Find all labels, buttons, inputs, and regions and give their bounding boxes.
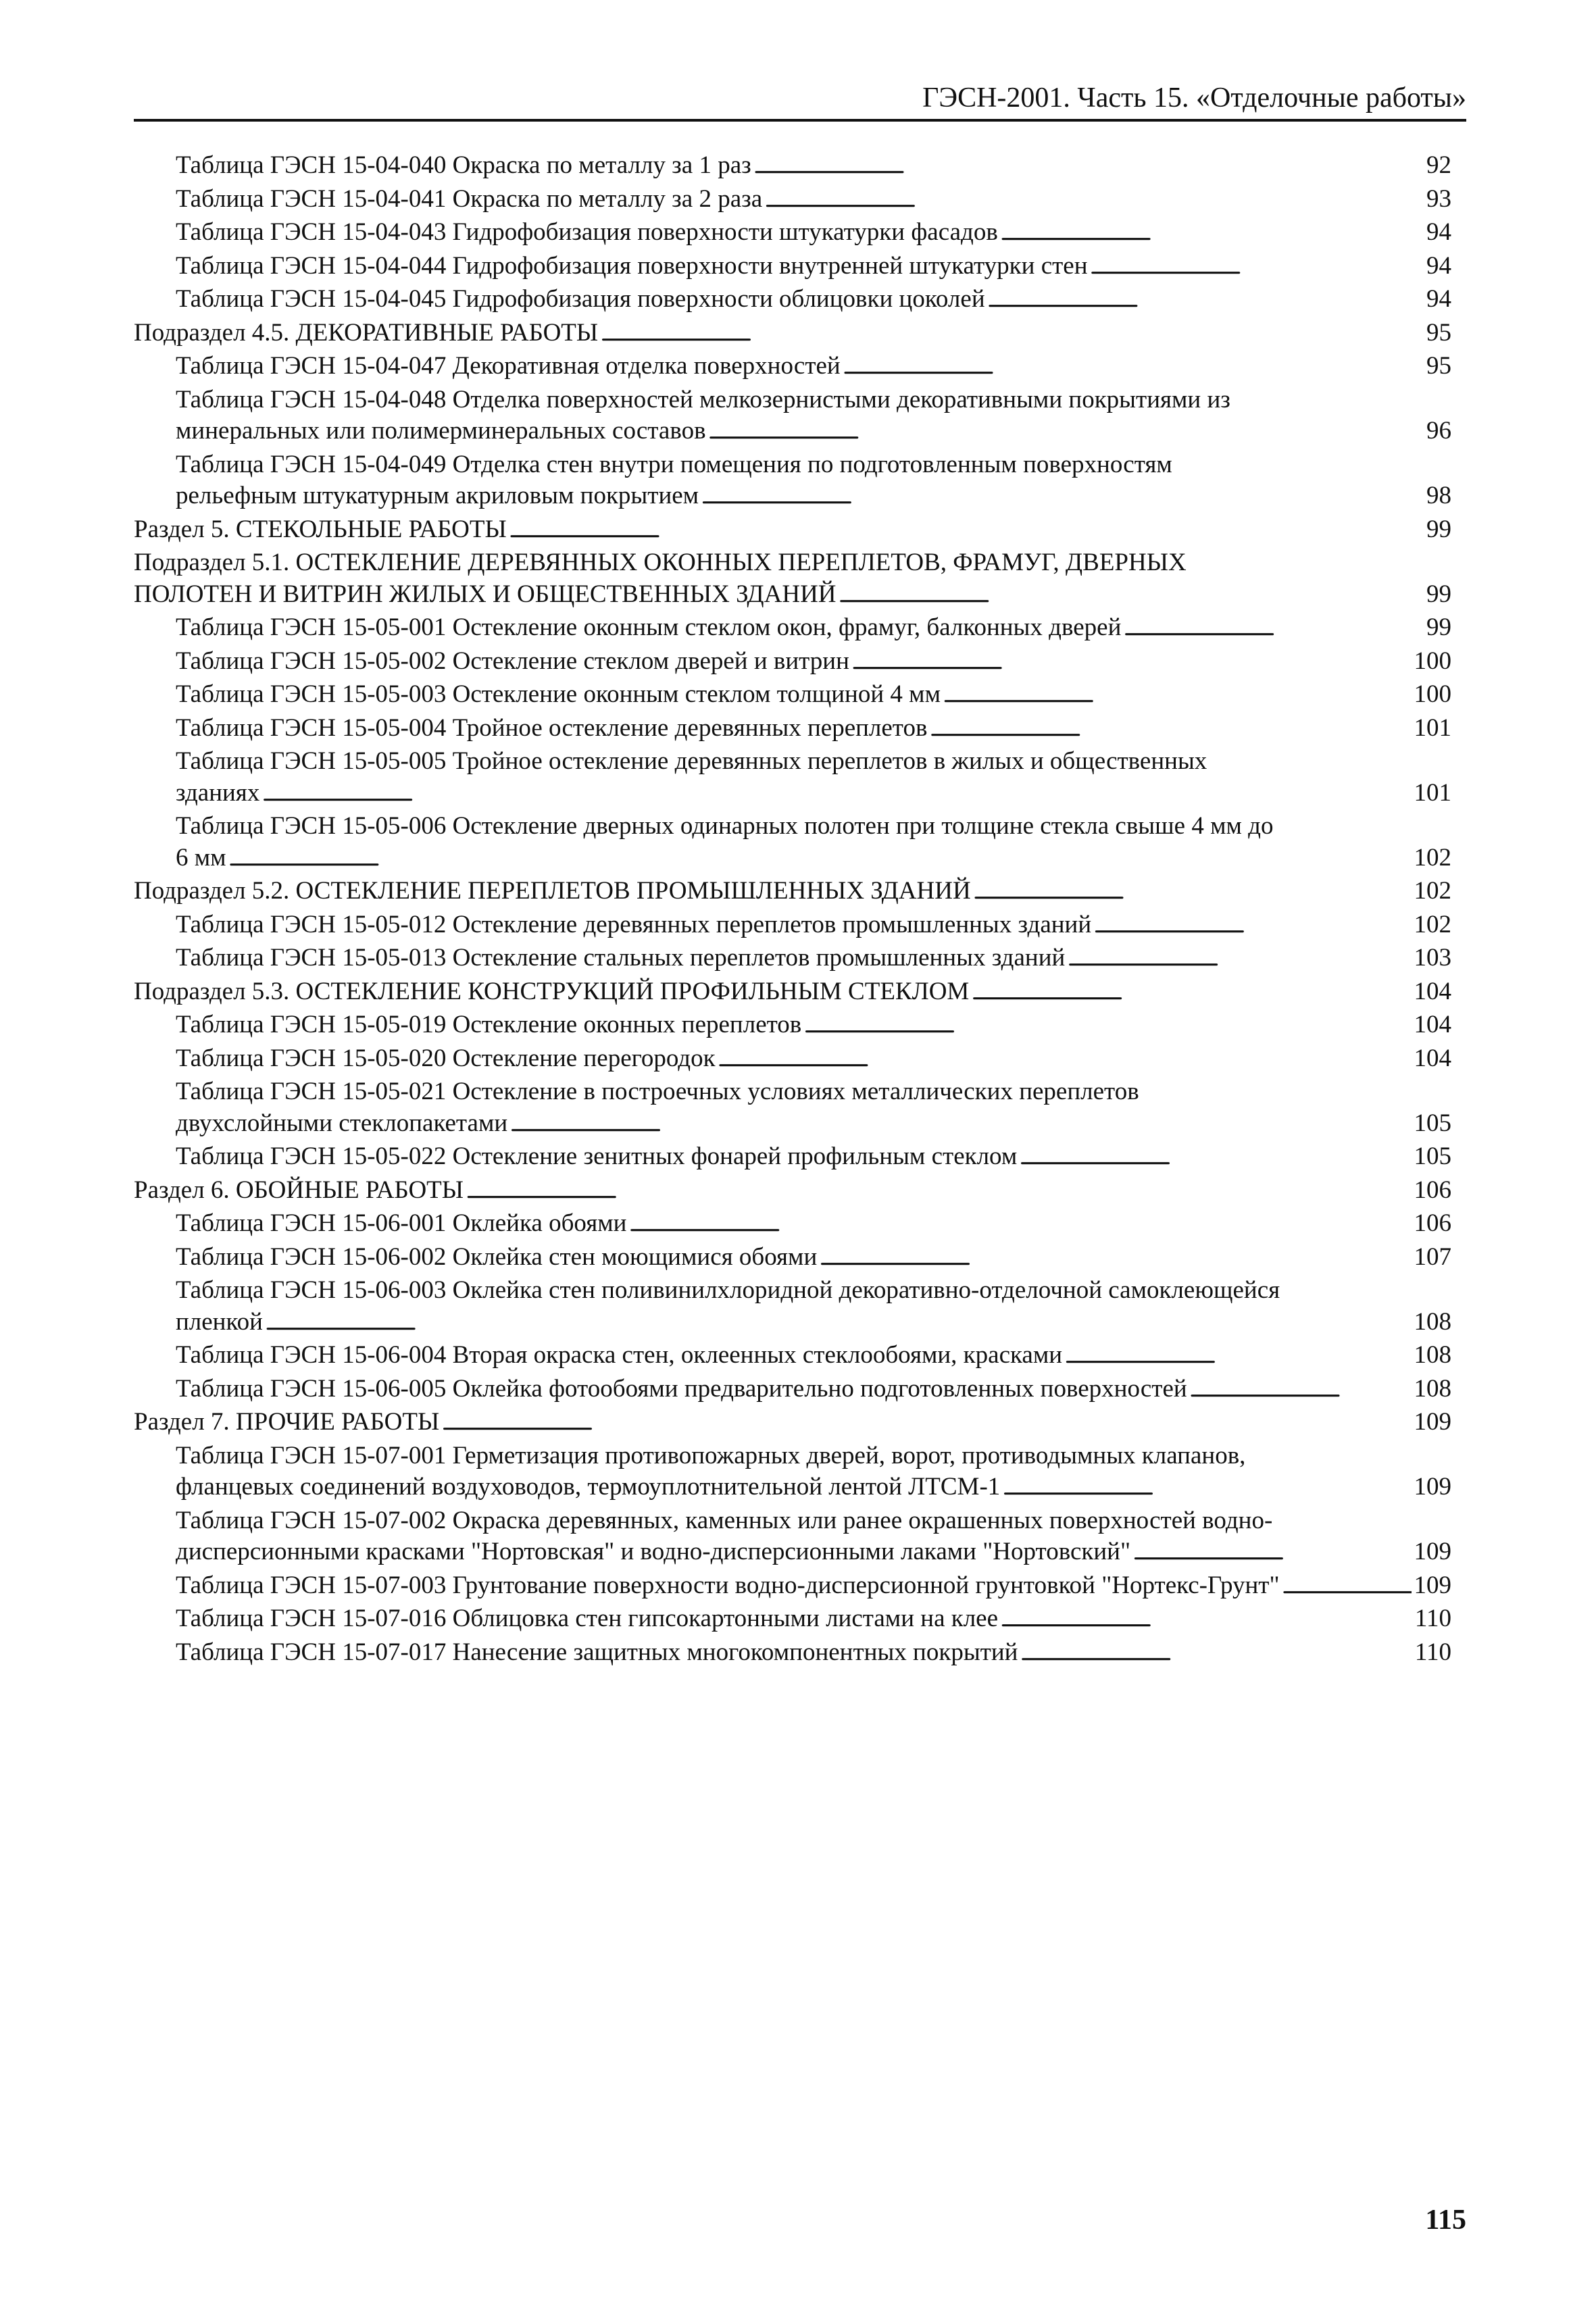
dot-leader bbox=[754, 150, 1424, 184]
toc-entry-table[interactable] bbox=[134, 1208, 1451, 1242]
toc-entry-text: Таблица ГЭСН 15-06-004 Вторая окраска стен, оклеенных стеклообоями, красками bbox=[176, 1341, 1063, 1369]
toc-entry-text: Таблица ГЭСН 15-04-049 Отделка стен внутри помещения по подготовленным поверхностям bbox=[176, 450, 1172, 478]
toc-entry-text: Таблица ГЭСН 15-04-044 Гидрофобизация поверхности внутренней штукатурки стен bbox=[176, 251, 1088, 280]
toc-entry-text: Таблица ГЭСН 15-04-040 Окраска по металлу за 1 раз bbox=[176, 151, 751, 179]
toc-page-number: 101 bbox=[1414, 778, 1451, 807]
toc-entry-table[interactable] bbox=[134, 351, 1451, 384]
toc-entry-table[interactable] bbox=[134, 1275, 1451, 1340]
dot-leader bbox=[1133, 1536, 1411, 1570]
toc-entry-text: Раздел 6. ОБОЙНЫЕ РАБОТЫ bbox=[134, 1176, 464, 1204]
table-of-contents bbox=[134, 150, 1451, 1670]
toc-entry-section[interactable] bbox=[134, 1407, 1451, 1440]
toc-entry-text: Таблица ГЭСН 15-07-001 Герметизация противопожарных дверей, ворот, противодымных клапанов, bbox=[176, 1441, 1246, 1469]
toc-entry-section[interactable] bbox=[134, 514, 1451, 548]
toc-page-number: 94 bbox=[1426, 251, 1451, 280]
toc-entry-table[interactable] bbox=[134, 1141, 1451, 1175]
dot-leader bbox=[820, 1242, 1411, 1276]
toc-page-number: 105 bbox=[1414, 1142, 1451, 1170]
toc-entry-section[interactable] bbox=[134, 1175, 1451, 1209]
toc-entry-text: фланцевых соединений воздуховодов, термоуплотнительной лентой ЛТСМ-1 bbox=[176, 1473, 1001, 1501]
toc-page-number: 110 bbox=[1414, 1638, 1451, 1666]
toc-page-number: 106 bbox=[1414, 1209, 1451, 1237]
toc-entry-text: Таблица ГЭСН 15-07-016 Облицовка стен гипсокартонными листами на клее bbox=[176, 1605, 999, 1632]
toc-page-number: 109 bbox=[1414, 1473, 1451, 1501]
toc-entry-text: Таблица ГЭСН 15-07-003 Грунтование поверхности водно-дисперсионной грунтовкой "Нортекс-Грунт" bbox=[176, 1571, 1280, 1599]
dot-leader bbox=[974, 876, 1412, 909]
toc-page-number: 108 bbox=[1414, 1307, 1451, 1336]
toc-entry-text: Раздел 5. СТЕКОЛЬНЫЕ РАБОТЫ bbox=[134, 515, 507, 543]
toc-page-number: 100 bbox=[1414, 680, 1451, 708]
toc-entry-table[interactable] bbox=[134, 449, 1451, 514]
toc-entry-text: пленкой bbox=[176, 1307, 263, 1336]
toc-entry-table[interactable] bbox=[134, 1440, 1451, 1505]
toc-entry-text: Таблица ГЭСН 15-05-004 Тройное остекление деревянных переплетов bbox=[176, 713, 928, 742]
toc-page-number: 108 bbox=[1414, 1341, 1451, 1369]
toc-entry-text: Таблица ГЭСН 15-04-048 Отделка поверхностей мелкозернистыми декоративными покрытиями из bbox=[176, 385, 1230, 413]
dot-leader bbox=[1282, 1570, 1412, 1604]
toc-entry-table[interactable] bbox=[134, 251, 1451, 284]
toc-page-number: 100 bbox=[1414, 647, 1451, 675]
dot-leader bbox=[510, 1108, 1411, 1142]
toc-entry-text: рельефным штукатурным акриловым покрытием bbox=[176, 482, 699, 509]
dot-leader bbox=[804, 1009, 1411, 1043]
dot-leader bbox=[839, 579, 1424, 613]
dot-leader bbox=[229, 842, 1412, 876]
dot-leader bbox=[1020, 1637, 1412, 1671]
toc-page-number: 94 bbox=[1426, 285, 1451, 313]
toc-entry-text: Таблица ГЭСН 15-05-005 Тройное остекление деревянных переплетов в жилых и общественных bbox=[176, 747, 1207, 775]
toc-page-number: 102 bbox=[1414, 877, 1451, 905]
toc-page-number: 109 bbox=[1414, 1571, 1451, 1599]
dot-leader bbox=[718, 1043, 1412, 1077]
dot-leader bbox=[943, 679, 1412, 713]
toc-entry-text: 6 мм bbox=[176, 843, 226, 872]
toc-entry-text: Таблица ГЭСН 15-05-013 Остекление стальных переплетов промышленных зданий bbox=[176, 944, 1066, 972]
toc-page-number: 107 bbox=[1414, 1242, 1451, 1271]
toc-entry-table[interactable] bbox=[134, 184, 1451, 218]
toc-page-number: 102 bbox=[1414, 843, 1451, 872]
toc-entry-table[interactable] bbox=[134, 150, 1451, 184]
toc-entry-table[interactable] bbox=[134, 612, 1451, 646]
dot-leader bbox=[1001, 217, 1424, 251]
toc-entry-table[interactable] bbox=[134, 1637, 1451, 1671]
toc-page-number: 109 bbox=[1414, 1538, 1451, 1565]
toc-page-number: 92 bbox=[1426, 151, 1451, 179]
toc-entry-text: Таблица ГЭСН 15-05-003 Остекление оконным стеклом толщиной 4 мм bbox=[176, 680, 941, 708]
dot-leader bbox=[1003, 1472, 1411, 1505]
toc-page-number: 93 bbox=[1426, 184, 1451, 213]
toc-entry-text: Таблица ГЭСН 15-05-020 Остекление перегородок bbox=[176, 1044, 716, 1072]
toc-entry-table[interactable] bbox=[134, 909, 1451, 943]
toc-entry-section[interactable] bbox=[134, 547, 1451, 612]
toc-entry-text: Таблица ГЭСН 15-06-002 Оклейка стен моющимися обоями bbox=[176, 1242, 818, 1271]
toc-entry-text: Таблица ГЭСН 15-07-002 Окраска деревянных, каменных или ранее окрашенных поверхностей водно- bbox=[176, 1506, 1273, 1534]
dot-leader bbox=[466, 1175, 1411, 1209]
toc-entry-text: Подраздел 5.1. ОСТЕКЛЕНИЕ ДЕРЕВЯННЫХ ОКОННЫХ ПЕРЕПЛЕТОВ, ФРАМУГ, ДВЕРНЫХ bbox=[134, 549, 1187, 576]
toc-entry-table[interactable] bbox=[134, 679, 1451, 713]
dot-leader bbox=[765, 184, 1424, 218]
toc-entry-text: Раздел 7. ПРОЧИЕ РАБОТЫ bbox=[134, 1408, 440, 1436]
toc-entry-text: Таблица ГЭСН 15-05-012 Остекление деревянных переплетов промышленных зданий bbox=[176, 910, 1092, 938]
toc-entry-text: Таблица ГЭСН 15-05-022 Остекление зенитных фонарей профильным стеклом bbox=[176, 1142, 1018, 1170]
dot-leader bbox=[1001, 1603, 1412, 1637]
dot-leader bbox=[843, 351, 1424, 384]
toc-entry-table[interactable] bbox=[134, 1043, 1451, 1077]
toc-entry-text: зданиях bbox=[176, 778, 260, 807]
toc-entry-text: Таблица ГЭСН 15-05-002 Остекление стеклом дверей и витрин bbox=[176, 647, 849, 675]
toc-page-number: 96 bbox=[1426, 417, 1451, 445]
toc-page-number: 99 bbox=[1426, 613, 1451, 641]
toc-entry-text: Таблица ГЭСН 15-05-021 Остекление в построечных условиях металлических переплетов bbox=[176, 1078, 1139, 1105]
dot-leader bbox=[972, 976, 1411, 1010]
toc-page-number: 106 bbox=[1414, 1176, 1451, 1204]
toc-page-number: 102 bbox=[1414, 910, 1451, 938]
toc-entry-text: Таблица ГЭСН 15-04-045 Гидрофобизация поверхности облицовки цоколей bbox=[176, 285, 985, 313]
dot-leader bbox=[1094, 909, 1411, 943]
toc-page-number: 104 bbox=[1414, 1044, 1451, 1072]
dot-leader bbox=[709, 416, 1424, 449]
dot-leader bbox=[601, 318, 1424, 351]
toc-entry-table[interactable] bbox=[134, 1076, 1451, 1141]
dot-leader bbox=[1020, 1141, 1411, 1175]
dot-leader bbox=[629, 1208, 1411, 1242]
toc-page-number: 108 bbox=[1414, 1374, 1451, 1403]
toc-entry-section[interactable] bbox=[134, 976, 1451, 1010]
toc-entry-section[interactable] bbox=[134, 876, 1451, 909]
toc-entry-section[interactable] bbox=[134, 318, 1451, 351]
toc-entry-text: Подраздел 5.3. ОСТЕКЛЕНИЕ КОНСТРУКЦИЙ ПРОФИЛЬНЫМ СТЕКЛОМ bbox=[134, 977, 970, 1005]
toc-entry-table[interactable] bbox=[134, 284, 1451, 318]
dot-leader bbox=[1091, 251, 1424, 284]
running-header bbox=[134, 80, 1466, 122]
toc-entry-table[interactable] bbox=[134, 746, 1451, 811]
toc-entry-table[interactable] bbox=[134, 1242, 1451, 1276]
toc-entry-table[interactable] bbox=[134, 217, 1451, 251]
toc-entry-table[interactable] bbox=[134, 942, 1451, 976]
toc-entry-table[interactable] bbox=[134, 1009, 1451, 1043]
toc-entry-text: Таблица ГЭСН 15-04-041 Окраска по металлу за 2 раза bbox=[176, 184, 763, 213]
toc-entry-text: минеральных или полимерминеральных составов bbox=[176, 417, 706, 445]
toc-entry-table[interactable] bbox=[134, 646, 1451, 680]
toc-entry-table[interactable] bbox=[134, 1505, 1451, 1570]
toc-page-number: 109 bbox=[1414, 1408, 1451, 1436]
toc-entry-table[interactable] bbox=[134, 1570, 1451, 1604]
toc-entry-text: Таблица ГЭСН 15-05-001 Остекление оконным стеклом окон, фрамуг, балконных дверей bbox=[176, 613, 1122, 641]
toc-entry-table[interactable] bbox=[134, 1340, 1451, 1374]
toc-page-number: 103 bbox=[1414, 944, 1451, 972]
dot-leader bbox=[988, 284, 1424, 318]
toc-page-number: 98 bbox=[1426, 482, 1451, 509]
dot-leader bbox=[266, 1307, 1412, 1340]
page-number: 115 bbox=[1425, 2205, 1466, 2236]
toc-entry-table[interactable] bbox=[134, 1603, 1451, 1637]
dot-leader bbox=[1190, 1374, 1412, 1407]
toc-entry-text: Таблица ГЭСН 15-05-006 Остекление дверных одинарных полотен при толщине стекла свыше 4 мм до bbox=[176, 812, 1274, 840]
toc-page-number: 110 bbox=[1414, 1605, 1451, 1632]
dot-leader bbox=[1124, 612, 1424, 646]
toc-entry-text: Таблица ГЭСН 15-06-003 Оклейка стен поливинилхлоридной декоративно-отделочной самоклеющейся bbox=[176, 1276, 1280, 1304]
toc-entry-text: двухслойными стеклопакетами bbox=[176, 1109, 508, 1137]
toc-page-number: 105 bbox=[1414, 1109, 1451, 1137]
toc-entry-table[interactable] bbox=[134, 384, 1451, 449]
toc-page-number: 94 bbox=[1426, 218, 1451, 246]
toc-page-number: 99 bbox=[1426, 515, 1451, 543]
toc-entry-text: Таблица ГЭСН 15-06-005 Оклейка фотообоями предварительно подготовленных поверхностей bbox=[176, 1374, 1187, 1403]
toc-entry-text: Таблица ГЭСН 15-06-001 Оклейка обоями bbox=[176, 1209, 627, 1237]
dot-leader bbox=[701, 480, 1424, 514]
dot-leader bbox=[262, 778, 1411, 811]
toc-page-number: 95 bbox=[1426, 352, 1451, 380]
toc-page-number: 104 bbox=[1414, 1011, 1451, 1038]
toc-entry-text: дисперсионными красками "Нортовская" и водно-дисперсионными лаками "Нортовский" bbox=[176, 1538, 1131, 1565]
dot-leader bbox=[930, 713, 1411, 747]
toc-entry-text: ПОЛОТЕН И ВИТРИН ЖИЛЫХ И ОБЩЕСТВЕННЫХ ЗДАНИЙ bbox=[134, 580, 837, 608]
dot-leader bbox=[509, 514, 1424, 548]
toc-entry-table[interactable] bbox=[134, 713, 1451, 747]
dot-leader bbox=[852, 646, 1412, 680]
toc-entry-text: Таблица ГЭСН 15-07-017 Нанесение защитных многокомпонентных покрытий bbox=[176, 1638, 1018, 1666]
toc-page-number: 104 bbox=[1414, 977, 1451, 1005]
toc-entry-text: Таблица ГЭСН 15-04-047 Декоративная отделка поверхностей bbox=[176, 352, 841, 380]
header-title: ГЭСН-2001. Часть 15. «Отделочные работы» bbox=[922, 82, 1466, 114]
dot-leader bbox=[1065, 1340, 1411, 1374]
toc-entry-text: Таблица ГЭСН 15-05-019 Остекление оконных переплетов bbox=[176, 1011, 802, 1038]
toc-entry-text: Подраздел 5.2. ОСТЕКЛЕНИЕ ПЕРЕПЛЕТОВ ПРОМЫШЛЕННЫХ ЗДАНИЙ bbox=[134, 877, 971, 905]
dot-leader bbox=[1068, 942, 1411, 976]
toc-page-number: 99 bbox=[1426, 580, 1451, 608]
toc-entry-table[interactable] bbox=[134, 811, 1451, 876]
toc-entry-text: Подраздел 4.5. ДЕКОРАТИВНЫЕ РАБОТЫ bbox=[134, 318, 599, 347]
dot-leader bbox=[442, 1407, 1411, 1440]
toc-entry-table[interactable] bbox=[134, 1374, 1451, 1407]
toc-page-number: 95 bbox=[1426, 318, 1451, 347]
toc-entry-text: Таблица ГЭСН 15-04-043 Гидрофобизация поверхности штукатурки фасадов bbox=[176, 218, 998, 246]
toc-page-number: 101 bbox=[1414, 713, 1451, 742]
